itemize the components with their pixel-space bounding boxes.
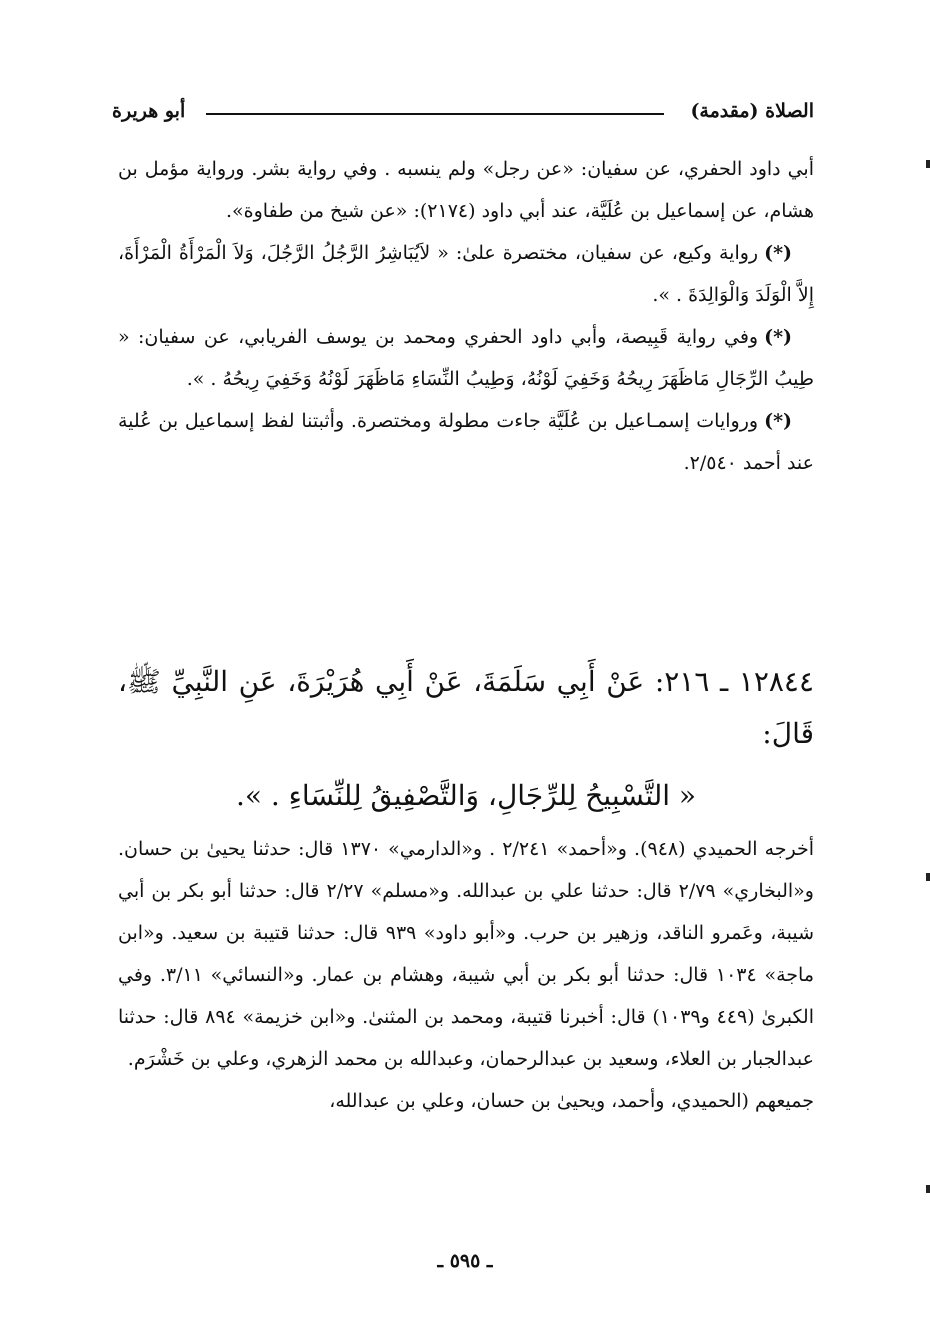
note-star-marker: (*) <box>764 326 792 348</box>
note-text: وروايات إسمـاعيل بن عُلَيَّة جاءت مطولة ومختصرة. وأثبتنا لفظ إسماعيل بن عُلية عند أحمد ٢/٥٤٠. <box>118 410 814 474</box>
takhrij-paragraph: أخرجه الحميدي (٩٤٨). و«أحمد» ٢/٢٤١ . و«الدارمي» ١٣٧٠ قال: حدثنا يحيىٰ بن حسان. و«البخاري» ٢/٧٩ قال: حدثنا علي بن عبدالله. و«مسلم» ٢/٢٧ قال: حدثنا أبو بكر بن أبي شيبة، وعَمرو الناقد، وزهير بن حرب. و«أبو داود» ٩٣٩ قال: حدثنا قتيبة بن سعيد. و«ابن ماجة» ١٠٣٤ قال: حدثنا أبو بكر بن أبي شيبة، وهشام بن عمار. و«النسائي» ٣/١١. وفي الكبرىٰ (٤٤٩ و١٠٣٩) قال: أخبرنا قتيبة، ومحمد بن المثنىٰ. و«ابن خزيمة» ٨٩٤ قال: حدثنا عبدالجبار بن العلاء، وسعيد بن عبدالرحمان، وعبدالله بن محمد الزهري، وعلي بن خَشْرَم. <box>118 838 815 1070</box>
notes-section <box>118 148 814 484</box>
note-item <box>118 232 814 316</box>
takhrij-paragraph: جميعهم (الحميدي، وأحمد، ويحيىٰ بن حسان، وعلي بن عبدالله، <box>329 1090 814 1112</box>
note-star-marker: (*) <box>764 410 792 432</box>
note-item <box>118 400 814 484</box>
hadith-matn: « التَّسْبِيحُ لِلرِّجَالِ، وَالتَّصْفِيقُ لِلنِّسَاءِ . ». <box>235 779 697 812</box>
page-number: ـ ٥٩٥ ـ <box>437 1250 493 1272</box>
note-star-marker: (*) <box>764 242 792 264</box>
running-header <box>112 96 814 126</box>
chapter-title: الصلاة (مقدمة) <box>690 100 814 122</box>
hadith-isnad: ١٢٨٤٤ ـ ٢١٦: عَنْ أَبِي سَلَمَةَ، عَنْ أَبِي هُرَيْرَةَ، عَنِ النَّبِيِّ ﷺ، قَالَ: <box>118 665 814 750</box>
note-text: رواية وكيع، عن سفيان، مختصرة علىٰ: « لاَيُبَاشِرُ الرَّجُلُ الرَّجُلَ، وَلاَ الْمَرْأَةُ الْمَرْأَةَ، إِلاَّ الْوَلَدَ وَالْوَالِدَةَ . ». <box>118 242 814 306</box>
note-item <box>118 316 814 400</box>
note-text: وفي رواية قَبِيصة، وأبي داود الحفري ومحمد بن يوسف الفريابي، عن سفيان: « طِيبُ الرِّجَالِ مَاظَهَرَ رِيحُهُ وَخَفِيَ لَوْنُهُ، وَطِيبُ النِّسَاءِ مَاظَهَرَ لَوْنُهُ وَخَفِيَ رِيحُهُ . ». <box>118 326 814 390</box>
note-intro: أبي داود الحفري، عن سفيان: «عن رجل» ولم ينسبه . وفي رواية بشر. ورواية مؤمل بن هشام، عن إسماعيل بن عُلَيَّة، عند أبي داود (٢١٧٤): «عن شيخ من طفاوة». <box>118 158 814 222</box>
header-rule <box>206 113 664 115</box>
margin-mark <box>926 160 930 168</box>
narrator-title: أبو هريرة <box>112 100 186 122</box>
margin-mark <box>926 1185 930 1193</box>
margin-mark <box>926 873 930 881</box>
takhrij-section <box>118 828 814 1122</box>
